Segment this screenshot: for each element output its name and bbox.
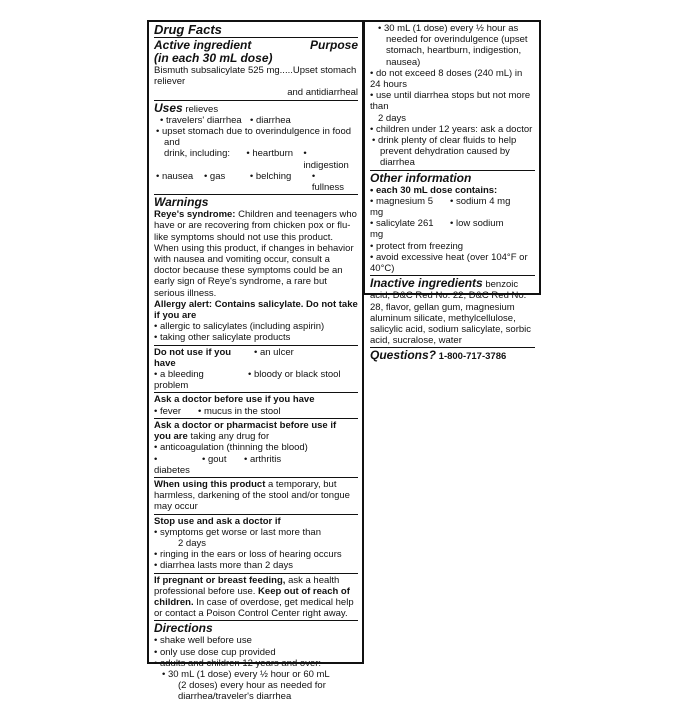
use-item: • nausea [156,170,194,182]
pregnancy-label: If pregnant or breast feeding, [154,574,286,586]
direction-item: • 30 mL (1 dose) every ½ hour or 60 mL [162,668,330,680]
other-info-item: • avoid excessive heat (over 104°F or 40°C) [370,251,528,275]
direction-item-cont: 2 days [378,112,406,124]
when-using [154,479,358,513]
inactive-ingredients-heading: Inactive ingredients [370,276,483,291]
stop-use-item: • ringing in the ears or loss of hearing occurs [154,549,342,561]
when-using-text: a temporary, but harmless, darkening of the stool and/or tongue may occur [154,478,350,513]
uses-intro: relieves [185,103,219,115]
keep-out-label: Keep out of reach of children. [154,585,350,608]
other-info-item: • low sodium [450,218,504,230]
other-information-heading: Other information [370,170,472,185]
use-item: • diarrhea [250,114,291,126]
ask-doctor-row [154,406,358,417]
ask-pharmacist-line [154,431,358,442]
other-info-row [370,196,535,218]
allergy-alert: Allergy alert: Contains salicylate. Do not take if you are [154,298,358,322]
dose-line: (in each 30 mL dose) [154,51,273,65]
use-item: • gas [203,170,226,182]
stop-use-item: • diarrhea lasts more than 2 days [154,560,294,572]
divider [154,573,358,574]
questions-line [370,349,535,362]
divider [154,418,358,419]
uses-section [154,102,358,115]
do-not-use-label: Do not use if you have [154,346,232,369]
other-info-item: • protect from freezing [370,240,464,252]
use-item: • indigestion [303,148,349,171]
stop-use-item-cont: 2 days [178,537,206,549]
other-info-row [370,218,535,240]
use-item: • fullness [311,170,345,194]
keep-out-text: In case of overdose, get medical help or contact a Poison Control Center right away. [154,596,354,620]
direction-item: • adults and children 12 years and over: [154,657,322,669]
purpose-heading: Purpose [309,38,358,52]
direction-item: • shake well before use [154,635,252,647]
divider [154,100,358,101]
ask-pharmacist-item: • arthritis [244,453,282,465]
warnings-heading: Warnings [154,195,209,210]
uses-row-1 [154,115,358,126]
direction-item: • only use dose cup provided [154,646,276,658]
direction-item: • 30 mL (1 dose) every ½ hour as needed for overindulgence (upset stomach, heartburn, indigestion, nausea) [378,23,528,68]
allergy-item: • taking other salicylate products [154,332,291,344]
stop-use-item: • symptoms get worse or last more than [154,526,321,538]
do-not-use-row-2 [154,369,358,391]
direction-item-cont: diarrhea/traveler's diarrhea [178,691,292,703]
drug-facts-right-panel [363,20,541,363]
reye-warning [154,209,358,299]
directions-heading: Directions [154,621,213,636]
questions-heading: Questions? [370,348,437,363]
direction-item: • drink plenty of clear fluids to help prevent dehydration caused by diarrhea [372,135,517,169]
divider [154,345,358,346]
ingredient-line: Bismuth subsalicylate 525 mg.....Upset stomach reliever [154,65,357,88]
reye-label: Reye's syndrome: [154,209,236,221]
when-using-label: When using this product [154,478,266,490]
pregnancy-warning [154,575,358,620]
other-info-item: • sodium 4 mg [450,195,511,207]
direction-item: • do not exceed 8 doses (240 mL) in 24 hours [370,67,523,91]
ask-doctor-item: • mucus in the stool [198,405,281,417]
uses-row-3 [154,171,358,193]
inactive-ingredients-text: benzoic acid, D&C Red No. 22, D&C Red No. 28, flavor, gellan gum, magnesium aluminum silicate, methylcellulose, salicylic acid, sodium salicylate, sorbic acid, sucralose, water [370,279,532,347]
do-not-use-item: • an ulcer [254,346,294,358]
do-not-use-row-1 [154,347,358,369]
drug-facts-left-panel [147,20,364,703]
other-info-intro: • each 30 mL dose contains: [370,184,498,196]
use-item: • upset stomach due to overindulgence in food and [156,126,352,149]
use-item: • heartburn [246,148,294,160]
ask-pharmacist-label: Ask a doctor or pharmacist before use if [154,419,337,431]
direction-item-cont: (2 doses) every hour as needed for [178,680,326,692]
use-item: • travelers' diarrhea [160,114,242,126]
active-ingredient-heading: Active ingredient [154,38,252,52]
direction-item: • use until diarrhea stops but not more than [370,90,531,113]
ask-doctor-item: • fever [154,405,182,417]
allergy-item: • allergic to salicylates (including aspirin) [154,321,325,333]
ask-pharmacist-item: • diabetes [154,453,190,476]
inactive-ingredients [370,277,535,346]
phone-number: 1-800-717-3786 [438,351,507,363]
divider [154,514,358,515]
ask-pharmacist-item: • gout [202,453,227,465]
ask-doctor-label: Ask a doctor before use if you have [154,394,315,406]
purpose-continued: and antidiarrheal [287,87,358,99]
other-info-item: • salicylate 261 mg [370,218,434,241]
divider [154,477,358,478]
divider [154,392,358,393]
ask-pharmacist-item: • anticoagulation (thinning the blood) [154,442,308,454]
do-not-use-item: • bloody or black stool [248,369,341,381]
use-item: drink, including: [164,148,231,160]
reye-text: Children and teenagers who have or are recovering from chicken pox or flu-like symptoms should not use this product. When using this product, if changes in behavior with nausea and vomiting occur, consult a doctor because these symptoms could be an early sign of Reye's syndrome, a rare but serious illness. [154,209,357,299]
other-info-item: • magnesium 5 mg [370,195,433,219]
direction-item: • children under 12 years: ask a doctor [370,123,533,135]
pregnancy-text: ask a health professional before use. [154,574,340,597]
drug-facts-title: Drug Facts [154,22,222,37]
use-item: • belching [249,170,292,182]
uses-heading: Uses [154,100,183,115]
stop-use-label: Stop use and ask a doctor if [154,515,281,527]
ask-pharmacist-row [154,454,358,476]
do-not-use-item: • a bleeding problem [154,369,204,392]
ask-pharmacist-label-2: you are [154,431,188,443]
uses-row-2 [154,148,358,170]
ask-pharmacist-text: taking any drug for [190,431,270,443]
